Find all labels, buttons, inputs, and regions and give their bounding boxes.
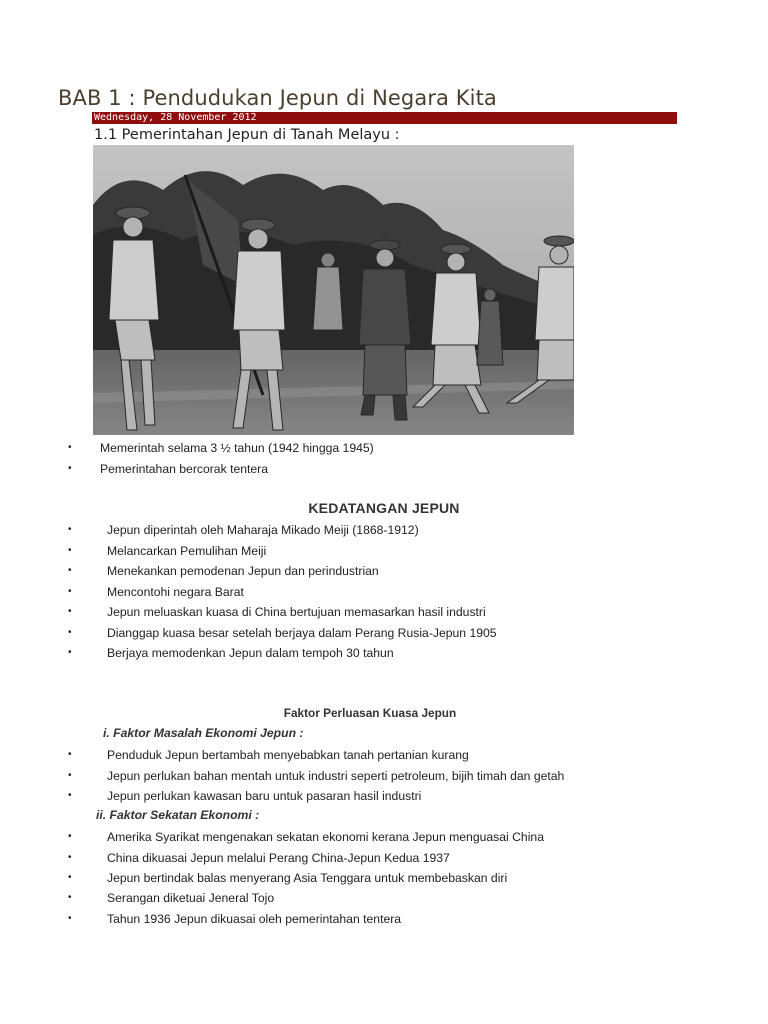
list-item: • Serangan diketuai Jeneral Tojo	[68, 891, 275, 905]
bullet-icon: •	[68, 872, 72, 883]
bullet-icon: •	[68, 647, 72, 658]
bullet-icon: •	[68, 831, 72, 842]
page-title: BAB 1 : Pendudukan Jepun di Negara Kita	[58, 86, 497, 110]
bullet-icon: •	[68, 565, 72, 576]
list-item: • Tahun 1936 Jepun dikuasai oleh pemerintahan tentera	[68, 912, 402, 926]
factor-label-ekonomi: i. Faktor Masalah Ekonomi Jepun :	[103, 726, 304, 740]
bullet-icon: •	[68, 790, 72, 801]
bullet-icon: •	[68, 749, 72, 760]
bullet-icon: •	[68, 606, 72, 617]
bullet-icon: •	[68, 524, 72, 535]
bullet-icon: •	[68, 463, 72, 474]
list-item: • Jepun meluaskan kuasa di China bertujuan memasarkan hasil industri	[68, 605, 486, 619]
list-item: • Melancarkan Pemulihan Meiji	[68, 544, 267, 558]
bullet-icon: •	[68, 913, 72, 924]
list-item: • Pemerintahan bercorak tentera	[68, 462, 269, 476]
list-item: • Jepun perlukan kawasan baru untuk pasaran hasil industri	[68, 789, 422, 803]
list-item: • Jepun bertindak balas menyerang Asia Tenggara untuk membebaskan diri	[68, 871, 508, 885]
section-heading-kedatangan: KEDATANGAN JEPUN	[308, 500, 460, 516]
list-item: • Penduduk Jepun bertambah menyebabkan tanah pertanian kurang	[68, 748, 469, 762]
bullet-icon: •	[68, 545, 72, 556]
post-title: 1.1 Pemerintahan Jepun di Tanah Melayu :	[94, 127, 400, 143]
list-item: • Jepun diperintah oleh Maharaja Mikado Meiji (1868-1912)	[68, 523, 419, 537]
list-item: • Mencontohi negara Barat	[68, 585, 244, 599]
list-item: • Jepun perlukan bahan mentah untuk industri seperti petroleum, bijih timah dan getah	[68, 769, 565, 783]
bullet-icon: •	[68, 442, 72, 453]
bullet-icon: •	[68, 892, 72, 903]
post-date-bar: Wednesday, 28 November 2012	[92, 112, 677, 124]
list-item: • Memerintah selama 3 ½ tahun (1942 hingga 1945)	[68, 441, 374, 455]
bullet-icon: •	[68, 586, 72, 597]
factor-label-sekatan: ii. Faktor Sekatan Ekonomi :	[96, 808, 260, 822]
list-item: • China dikuasai Jepun melalui Perang China-Jepun Kedua 1937	[68, 851, 450, 865]
list-item: • Amerika Syarikat mengenakan sekatan ekonomi kerana Jepun menguasai China	[68, 830, 544, 844]
list-item: • Menekankan pemodenan Jepun dan perindustrian	[68, 564, 379, 578]
bullet-icon: •	[68, 852, 72, 863]
list-item: • Berjaya memodenkan Jepun dalam tempoh 30 tahun	[68, 646, 394, 660]
section-heading-faktor: Faktor Perluasan Kuasa Jepun	[283, 706, 457, 720]
historical-photo-soldiers-marching	[93, 145, 574, 435]
bullet-icon: •	[68, 627, 72, 638]
list-item: • Dianggap kuasa besar setelah berjaya dalam Perang Rusia-Jepun 1905	[68, 626, 497, 640]
bullet-icon: •	[68, 770, 72, 781]
